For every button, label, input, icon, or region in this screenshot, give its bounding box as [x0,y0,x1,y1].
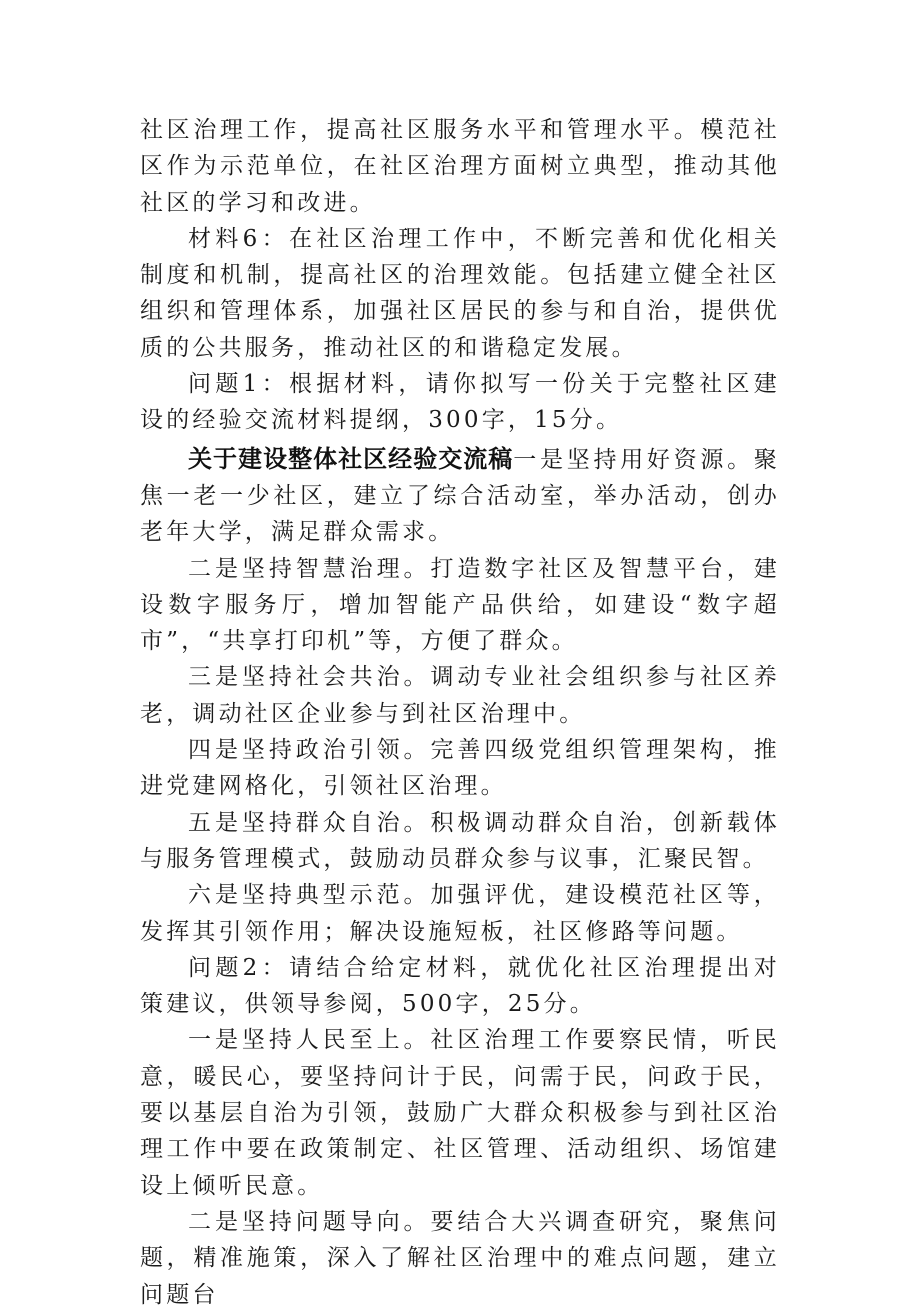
point-3: 三是坚持社会共治。调动专业社会组织参与社区养老，调动社区企业参与到社区治理中。 [140,664,780,727]
answer-point-2: 二是坚持问题导向。要结合大兴调查研究，聚焦问题，精准施策，深入了解社区治理中的难点问题，建立问题台 [140,1208,780,1308]
paragraph-question-1: 问题1：根据材料，请你拟写一份关于完整社区建设的经验交流材料提纲，300字，15分。 [140,371,780,434]
paragraph-material-6: 材料6：在社区治理工作中，不断完善和优化相关制度和机制，提高社区的治理效能。包括建立健全社区组织和管理体系，加强社区居民的参与和自治，提供优质的公共服务，推动社区的和谐稳定发展。 [140,225,780,361]
answer-point-1: 一是坚持人民至上。社区治理工作要察民情，听民意，暖民心，要坚持问计于民，问需于民，问政于民，要以基层自治为引领，鼓励广大群众积极参与到社区治理工作中要在政策制定、社区管理、活动组织、场馆建设上倾听民意。 [140,1027,780,1199]
point-1-text: 一是坚持用好资源。聚焦一老一少社区，建立了综合活动室，举办活动，创办老年大学，满足群众需求。 [140,446,781,546]
point-4: 四是坚持政治引领。完善四级党组织管理架构，推进党建网格化，引领社区治理。 [140,737,780,800]
paragraph-heading-block [140,441,780,551]
document-page [140,112,780,1313]
section-heading: 关于建设整体社区经验交流稿 [188,444,514,473]
point-5: 五是坚持群众自治。积极调动群众自治，创新载体与服务管理模式，鼓励动员群众参与议事，汇聚民智。 [140,809,780,872]
paragraph-question-2: 问题2：请结合给定材料，就优化社区治理提出对策建议，供领导参阅，500字，25分。 [140,954,780,1018]
point-2: 二是坚持智慧治理。打造数字社区及智慧平台，建设数字服务厅，增加智能产品供给，如建设“数字超市”，“共享打印机”等，方便了群众。 [140,555,780,655]
paragraph-community-governance: 社区治理工作，提高社区服务水平和管理水平。模范社区作为示范单位，在社区治理方面树立典型，推动其他社区的学习和改进。 [140,117,780,216]
point-6: 六是坚持典型示范。加强评优，建设模范社区等，发挥其引领作用；解决设施短板，社区修路等问题。 [140,882,780,945]
